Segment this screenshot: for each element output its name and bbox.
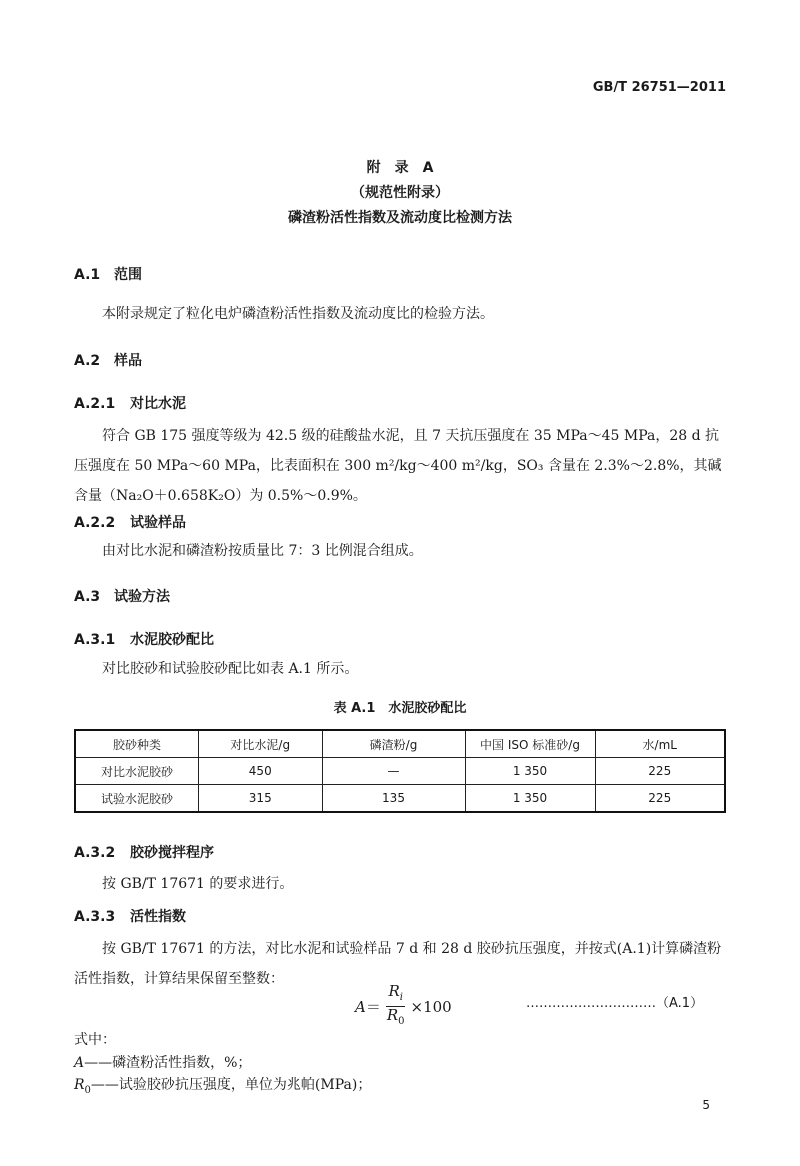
where-line-2: [74, 1074, 371, 1096]
table-cell: 对比水泥胶砂: [75, 758, 199, 785]
section-number: A.2.1: [74, 396, 116, 412]
section-title: 试验方法: [114, 589, 170, 605]
table-cell: 试验水泥胶砂: [75, 785, 199, 813]
appendix-label: 附 录 A: [366, 160, 434, 176]
section-number: A.3.3: [74, 909, 116, 925]
table-cell: 315: [199, 785, 323, 813]
section-title: 胶砂搅拌程序: [130, 845, 214, 861]
table-cell: 225: [595, 785, 725, 813]
section-heading-a1: [74, 264, 142, 284]
section-heading-a2: [74, 350, 142, 370]
section-title: 范围: [114, 267, 142, 283]
table-cell: 135: [322, 785, 465, 813]
section-title: 活性指数: [130, 909, 186, 925]
section-heading-a32: [74, 842, 214, 862]
formula-fraction: [385, 983, 407, 1030]
where-text: ——磷渣粉活性指数，%；: [84, 1055, 252, 1071]
section-heading-a33: [74, 906, 186, 926]
section-number: A.1: [74, 267, 101, 283]
section-number: A.3.1: [74, 632, 116, 648]
paragraph-a33: 按 GB/T 17671 的方法，对比水泥和试验样品 7 d 和 28 d 胶砂抗压强度，并按式(A.1)计算磷渣粉活性指数，计算结果保留至整数：: [74, 941, 722, 987]
where-symbol: R: [74, 1077, 85, 1093]
paragraph-a1: 本附录规定了粒化电炉磷渣粉活性指数及流动度比的检验方法。: [102, 306, 494, 322]
formula-equals: ＝: [365, 998, 381, 1016]
paragraph-a32: 按 GB/T 17671 的要求进行。: [102, 876, 294, 892]
equation-number: …………………………（A.1）: [526, 996, 704, 1011]
where-subscript: 0: [84, 1084, 91, 1096]
appendix-title: 磷渣粉活性指数及流动度比检测方法: [288, 210, 512, 226]
formula-times: ×100: [410, 997, 452, 1016]
table-header-cell: 磷渣粉/g: [322, 730, 465, 758]
table-cell: 1 350: [465, 785, 595, 813]
section-number: A.2.2: [74, 515, 116, 531]
section-title: 试验样品: [130, 515, 186, 531]
section-heading-a31: [74, 629, 214, 649]
mix-ratio-table: [74, 729, 726, 813]
formula-a1: [355, 983, 452, 1030]
paragraph-a22: 由对比水泥和磷渣粉按质量比 7：3 比例混合组成。: [102, 543, 423, 559]
where-text: ——试验胶砂抗压强度，单位为兆帕(MPa)；: [90, 1077, 372, 1093]
where-symbol: A: [74, 1055, 85, 1071]
section-number: A.2: [74, 353, 101, 369]
table-header-cell: 胶砂种类: [75, 730, 199, 758]
paragraph-a21: 符合 GB 175 强度等级为 42.5 级的硅酸盐水泥，且 7 天抗压强度在 35 MPa～45 MPa，28 d 抗压强度在 50 MPa～60 MPa，比表面积在 300 m²/kg～400 m²/kg，SO₃ 含量在 2.3%～2.8%，其碱含量（Na₂O＋0.658K₂O）为 0.5%～0.9%。: [74, 428, 722, 504]
table-header-cell: 中国 ISO 标准砂/g: [465, 730, 595, 758]
formula-lhs: A: [355, 997, 366, 1016]
appendix-type: （规范性附录）: [351, 185, 449, 201]
table-header-row: [75, 730, 725, 758]
section-number: A.3.2: [74, 845, 116, 861]
section-heading-a21: [74, 393, 186, 413]
table-row: [75, 785, 725, 813]
where-intro: 式中：: [74, 1032, 116, 1048]
table-cell: 450: [199, 758, 323, 785]
standard-number: GB/T 26751—2011: [592, 80, 726, 95]
formula-denominator: $R_0$: [386, 1006, 405, 1027]
table-cell: —: [322, 758, 465, 785]
section-number: A.3: [74, 589, 101, 605]
where-line-1: [74, 1052, 251, 1072]
page-number: 5: [702, 1098, 710, 1112]
section-title: 水泥胶砂配比: [130, 632, 214, 648]
section-heading-a3: [74, 586, 170, 606]
table-header-cell: 水/mL: [595, 730, 725, 758]
table-caption: 表 A.1 水泥胶砂配比: [333, 701, 467, 716]
table-row: [75, 758, 725, 785]
table-cell: 1 350: [465, 758, 595, 785]
section-heading-a22: [74, 512, 186, 532]
paragraph-a31: 对比胶砂和试验胶砂配比如表 A.1 所示。: [102, 661, 359, 677]
section-title: 对比水泥: [130, 396, 186, 412]
formula-numerator: $R_i$: [386, 983, 405, 1007]
table-header-cell: 对比水泥/g: [199, 730, 323, 758]
table-cell: 225: [595, 758, 725, 785]
section-title: 样品: [114, 353, 142, 369]
